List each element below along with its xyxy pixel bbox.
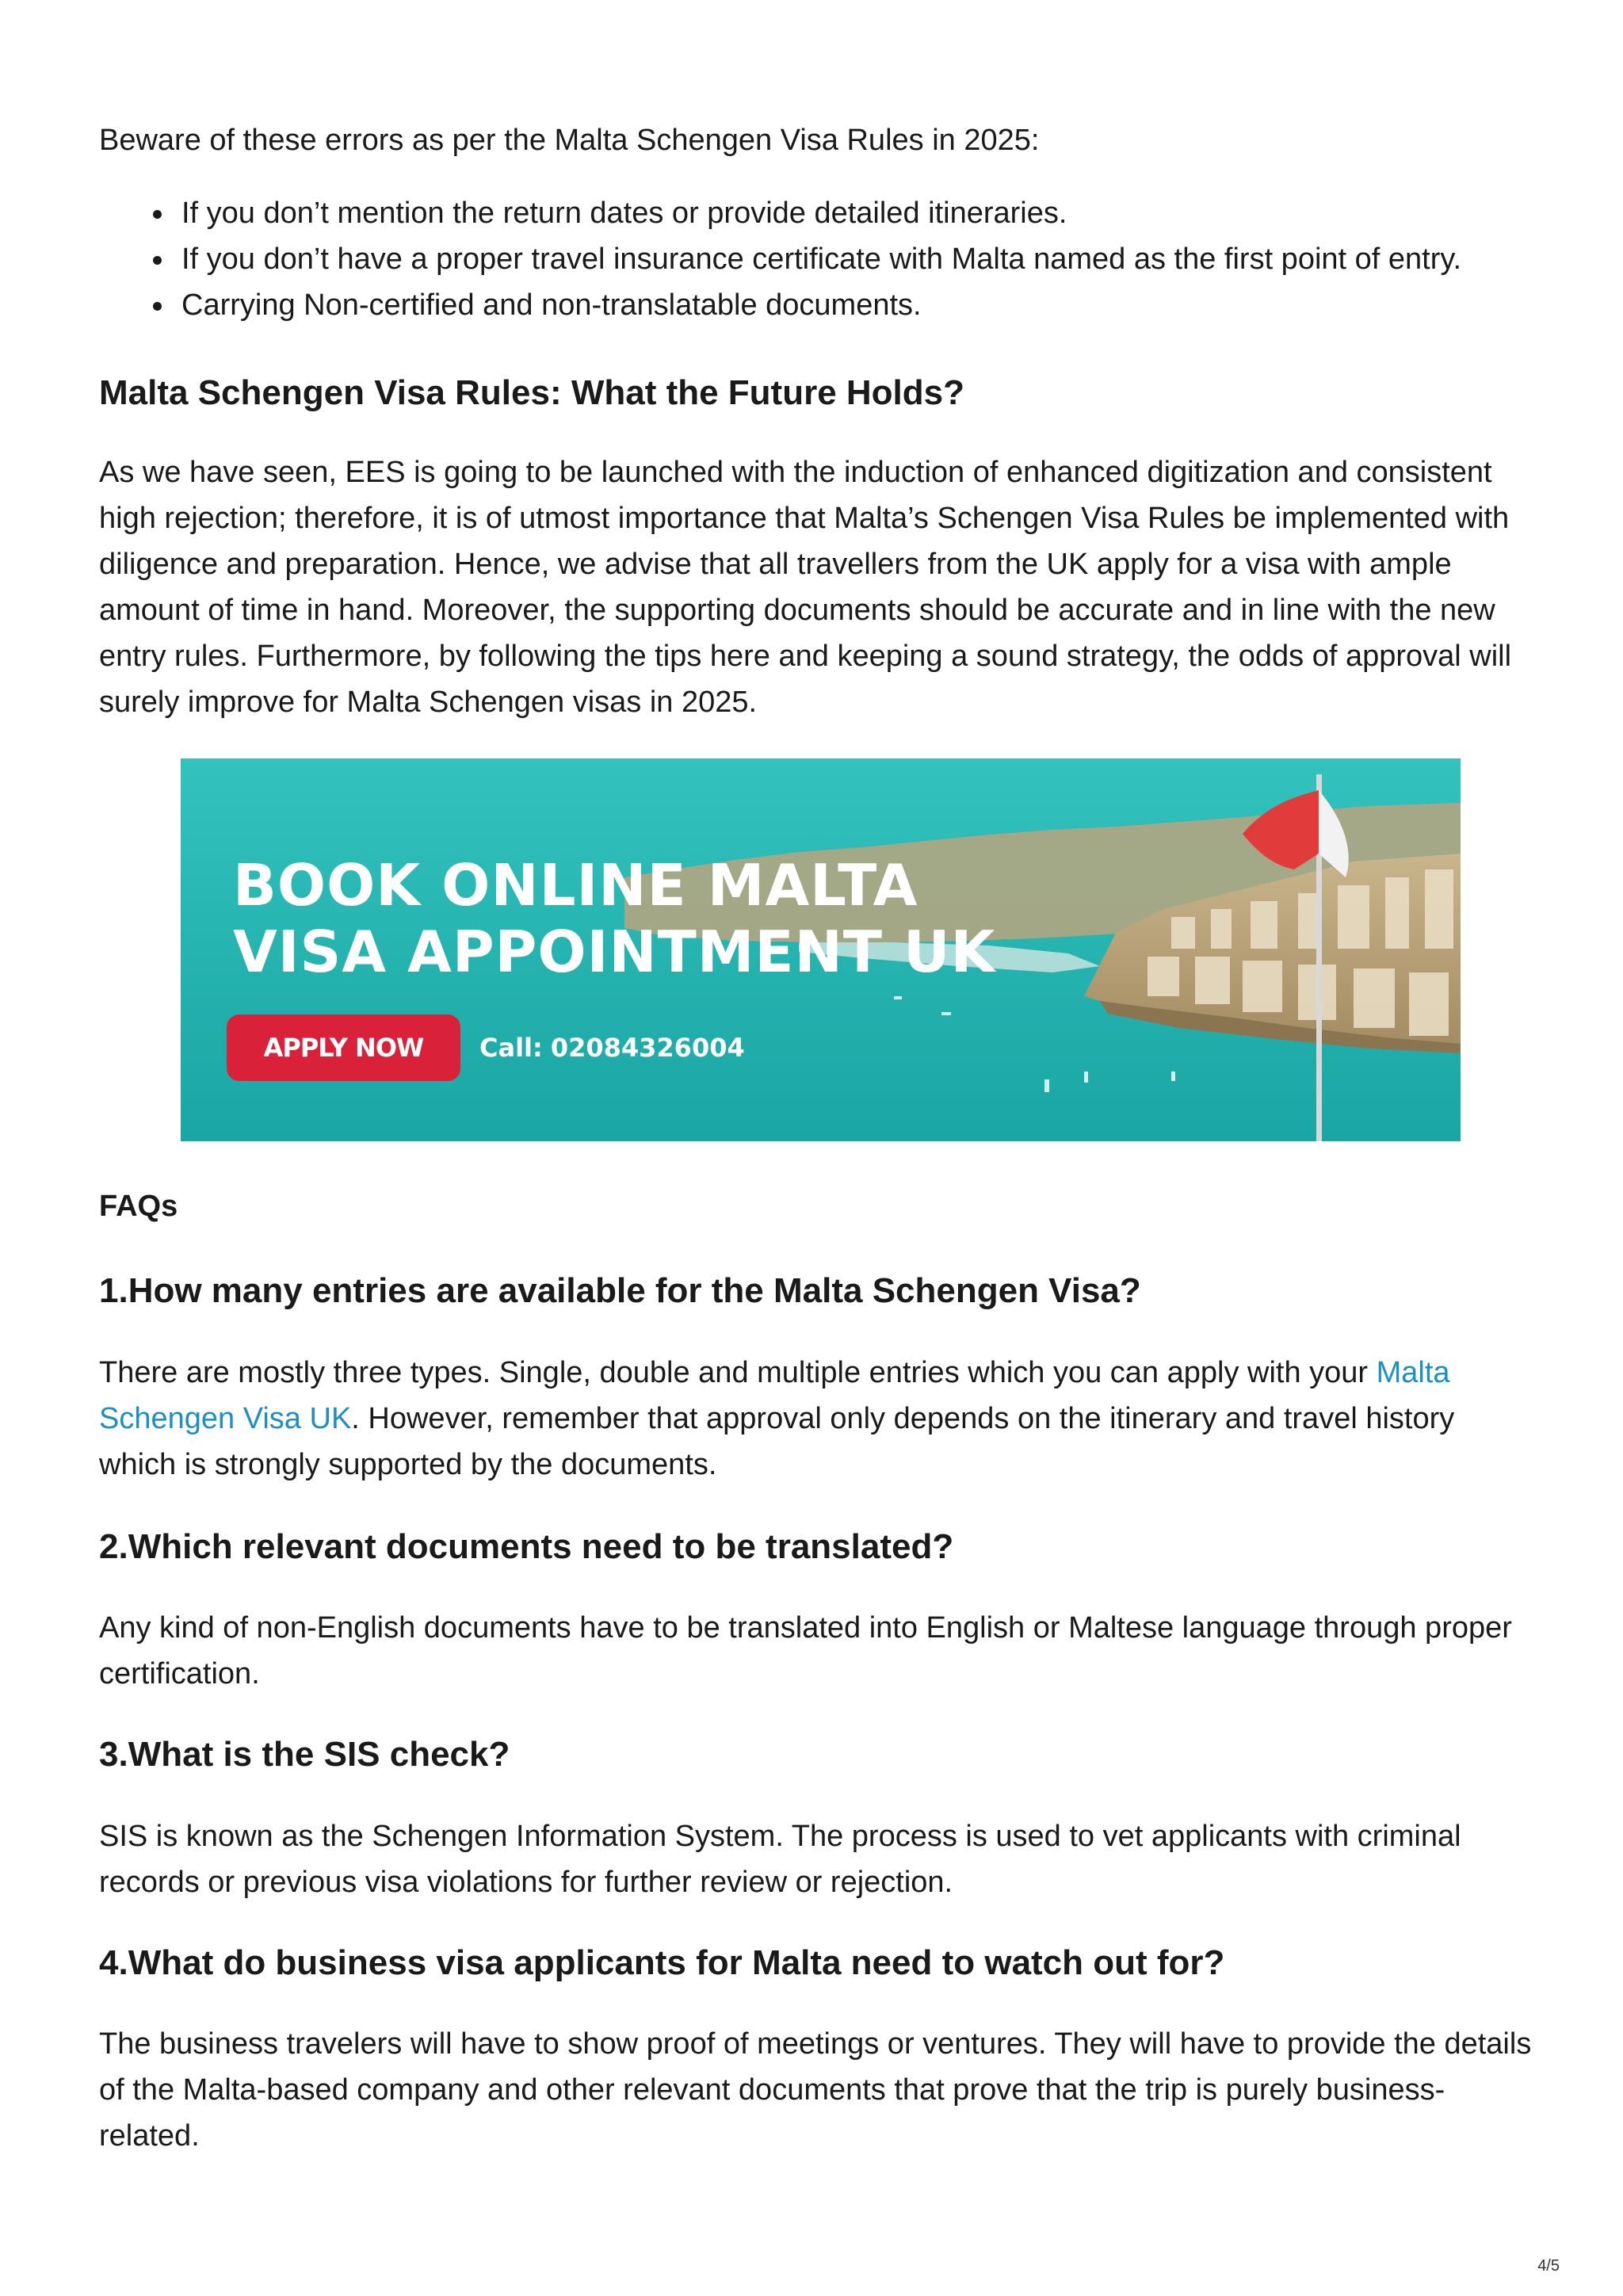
call-info[interactable] xyxy=(479,1014,745,1081)
faq-answer-1-post: . However, remember that approval only depends on the itinerary and travel history which is strongly supported by the documents. xyxy=(99,1402,1455,1481)
page-number: 4/5 xyxy=(1537,2257,1560,2275)
apply-now-button[interactable]: APPLY NOW xyxy=(227,1014,460,1081)
faqs-label: FAQs xyxy=(99,1190,178,1223)
visa-appointment-banner[interactable] xyxy=(181,758,1461,1141)
faq-answer-2: Any kind of non-English documents have to be translated into English or Maltese language through proper certification. xyxy=(99,1611,1512,1690)
faq-answer-4: The business travelers will have to show proof of meetings or ventures. They will have to provide the details of the Malta-based company and other relevant documents that prove that the trip is purely business-related. xyxy=(99,2027,1532,2153)
faq-answer-3: SIS is known as the Schengen Information System. The process is used to vet applicants with criminal records or previous visa violations for further review or rejection. xyxy=(99,1820,1461,1899)
list-item: If you don’t have a proper travel insurance certificate with Malta named as the first point of entry. xyxy=(99,236,1461,282)
future-body: As we have seen, EES is going to be launched with the induction of enhanced digitization and consistent high rejection; therefore, it is of utmost importance that Malta’s Schengen Visa Rules be implemented with diligence and preparation. Hence, we advise that all travellers from the UK apply for a visa with ample amount of time in hand. Moreover, the supporting documents should be accurate and in line with the new entry rules. Furthermore, by following the tips here and keeping a sound strategy, the odds of approval will surely improve for Malta Schengen visas in 2025. xyxy=(99,456,1512,719)
call-label: Call: xyxy=(479,1033,543,1063)
future-heading: Malta Schengen Visa Rules: What the Future Holds? xyxy=(99,373,965,412)
list-item: If you don’t mention the return dates or provide detailed itineraries. xyxy=(99,190,1461,236)
faq-question-2: 2.Which relevant documents need to be translated? xyxy=(99,1527,954,1566)
errors-list xyxy=(99,190,1461,328)
malta-schengen-visa-uk-link[interactable]: Malta Schengen Visa UK xyxy=(99,1356,1450,1435)
faq-question-1: 1.How many entries are available for the Malta Schengen Visa? xyxy=(99,1271,1141,1310)
faq-question-4: 4.What do business visa applicants for Malta need to watch out for? xyxy=(99,1943,1225,1982)
intro-text: Beware of these errors as per the Malta Schengen Visa Rules in 2025: xyxy=(99,124,1040,157)
phone-number[interactable]: 02084326004 xyxy=(550,1033,745,1063)
banner-title-line2: VISA APPOINTMENT UK xyxy=(233,919,996,985)
faq-question-3: 3.What is the SIS check? xyxy=(99,1735,510,1774)
list-item: Carrying Non-certified and non-translatable documents. xyxy=(99,282,1461,328)
faq-answer-1 xyxy=(99,1350,1533,1488)
banner-title-line1: BOOK ONLINE MALTA xyxy=(233,852,918,919)
faq-answer-1-pre: There are mostly three types. Single, double and multiple entries which you can apply with your xyxy=(99,1356,1377,1389)
